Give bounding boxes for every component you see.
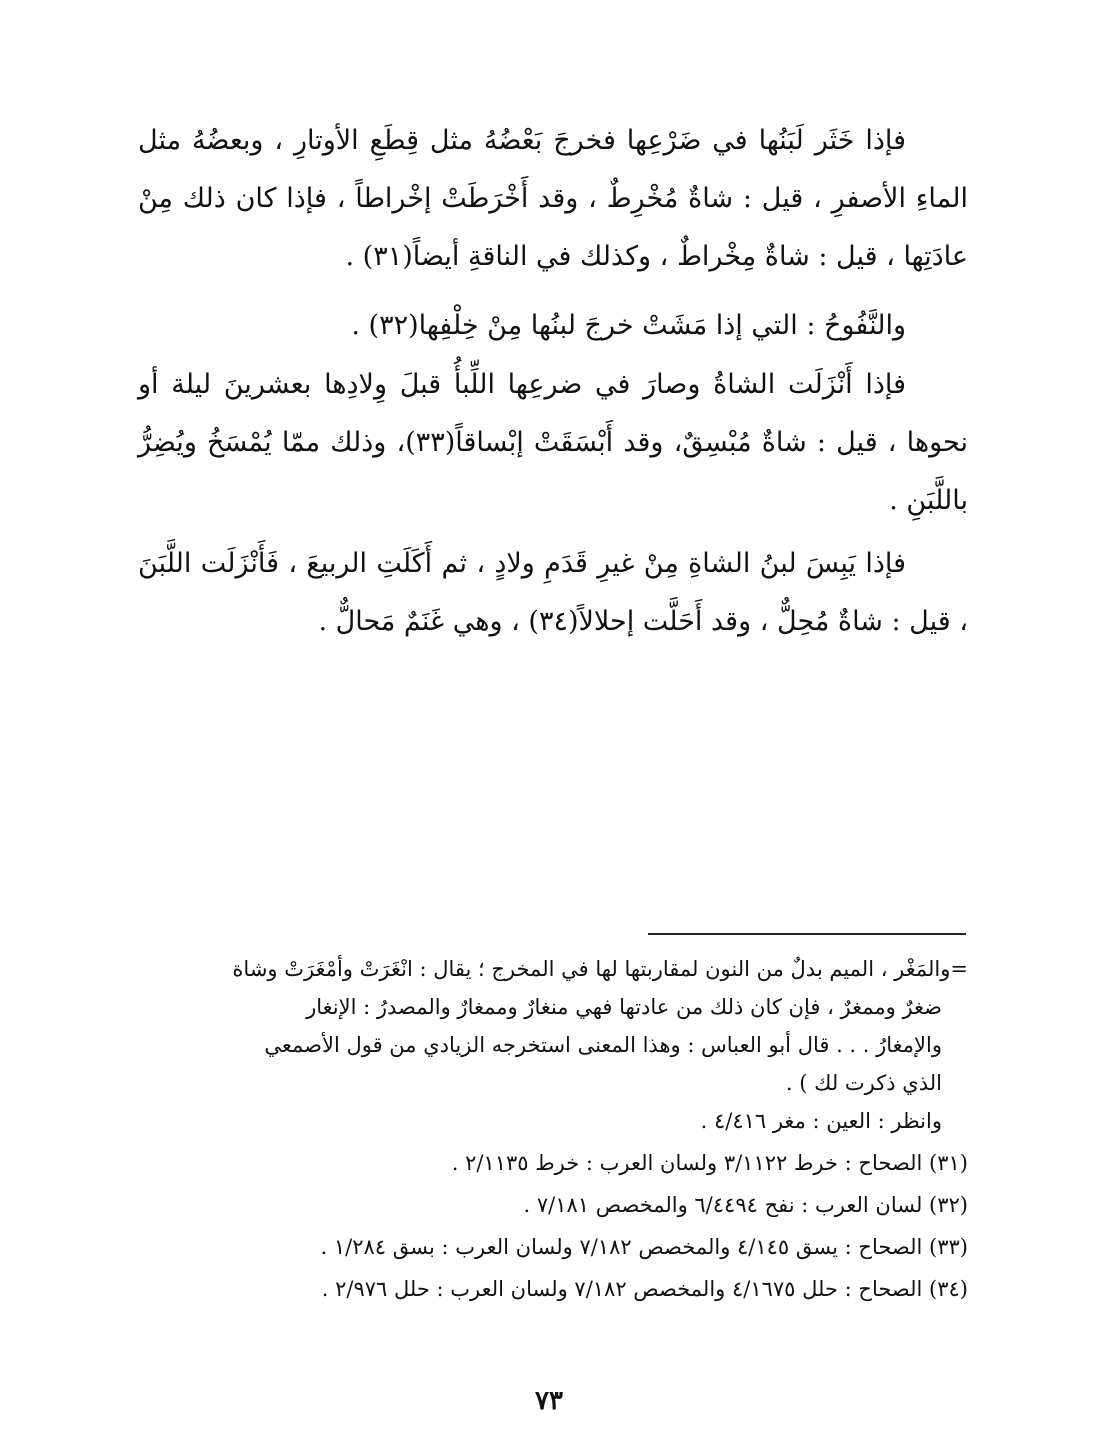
footnote-separator [648,933,966,935]
footnote-continuation-line: الذي ذكرت لك ) . [785,1071,942,1095]
footnote-continuation-line: ضغرٌ وممغرٌ ، فإن كان ذلك من عادتها فهي منغارٌ وممغارٌ والمصدرُ : الإنغار [306,995,942,1019]
main-text [138,112,968,286]
footnote-31: (٣١) الصحاح : خرط ٣/١١٢٢ ولسان العرب : خرط ٢/١١٣٥ . [451,1151,968,1175]
footnote-continuation-line: والإمغارُ . . . قال أبو العباس : وهذا المعنى استخرجه الزيادي من قول الأصمعي [264,1033,942,1057]
footnote-continuation-line: وانظر : العين : مغر ٤/٤١٦ . [700,1109,942,1133]
main-text [138,535,968,651]
main-text [138,297,968,355]
footnote-32: (٣٢) لسان العرب : نفح ٦/٤٤٩٤ والمخصص ٧/١٨١ . [523,1193,968,1217]
footnotes [140,950,968,1340]
main-text [138,356,968,530]
page-number: ٧٣ [535,1386,563,1416]
footnote-34: (٣٤) الصحاح : حلل ٤/١٦٧٥ والمخصص ٧/١٨٢ ولسان العرب : حلل ٢/٩٧٦ . [321,1277,968,1301]
footnote-continuation-line: =والمَغْر ، الميم بدلٌ من النون لمقاربتها لها في المخرج ؛ يقال : انْغَرَتْ وأمْغَرَتْ وشاة [232,957,968,981]
paragraph: فإذا يَبِسَ لبنُ الشاةِ مِنْ غيرِ قَدَمِ ولادٍ ، ثم أَكَلَتِ الربيعَ ، فَأَنْزَلَت اللَّبَنَ ، قيل : شاةٌ مُحِلٌّ ، وقد أَحَلَّت إحلالاً(٣٤) ، وهي غَنَمٌ مَحالٌّ . [138,548,968,637]
footnote-33: (٣٣) الصحاح : يسق ٤/١٤٥ والمخصص ٧/١٨٢ ولسان العرب : بسق ١/٢٨٤ . [320,1235,968,1259]
paragraph: فإذا أَنْزَلَت الشاةُ وصارَ في ضرعِها اللِّبأُ قبلَ وِلادِها بعشرينَ ليلة أو نحوها ، قيل : شاةٌ مُبْسِقٌ، وقد أَبْسَقَتْ إبْساقاً(٣٣)، وذلك ممّا يُمْسَخُ ويُضِرُّ باللَّبَنِ . [138,369,968,516]
paragraph: والنَّفُوحُ : التي إذا مَشَتْ خرجَ لبنُها مِنْ خِلْفِها(٣٢) . [351,310,906,341]
paragraph: فإذا خَثَر لَبَنُها في ضَرْعِها فخرجَ بَعْضُهُ مثل قِطَعِ الأوتارِ ، وبعضُهُ مثل الماءِ الأصفرِ ، قيل : شاةٌ مُخْرِطٌ ، وقد أَخْرَطَتْ إخْراطاً ، فإذا كان ذلك مِنْ عادَتِها ، قيل : شاةٌ مِخْراطٌ ، وكذلك في الناقةِ أيضاً(٣١) . [138,125,968,272]
